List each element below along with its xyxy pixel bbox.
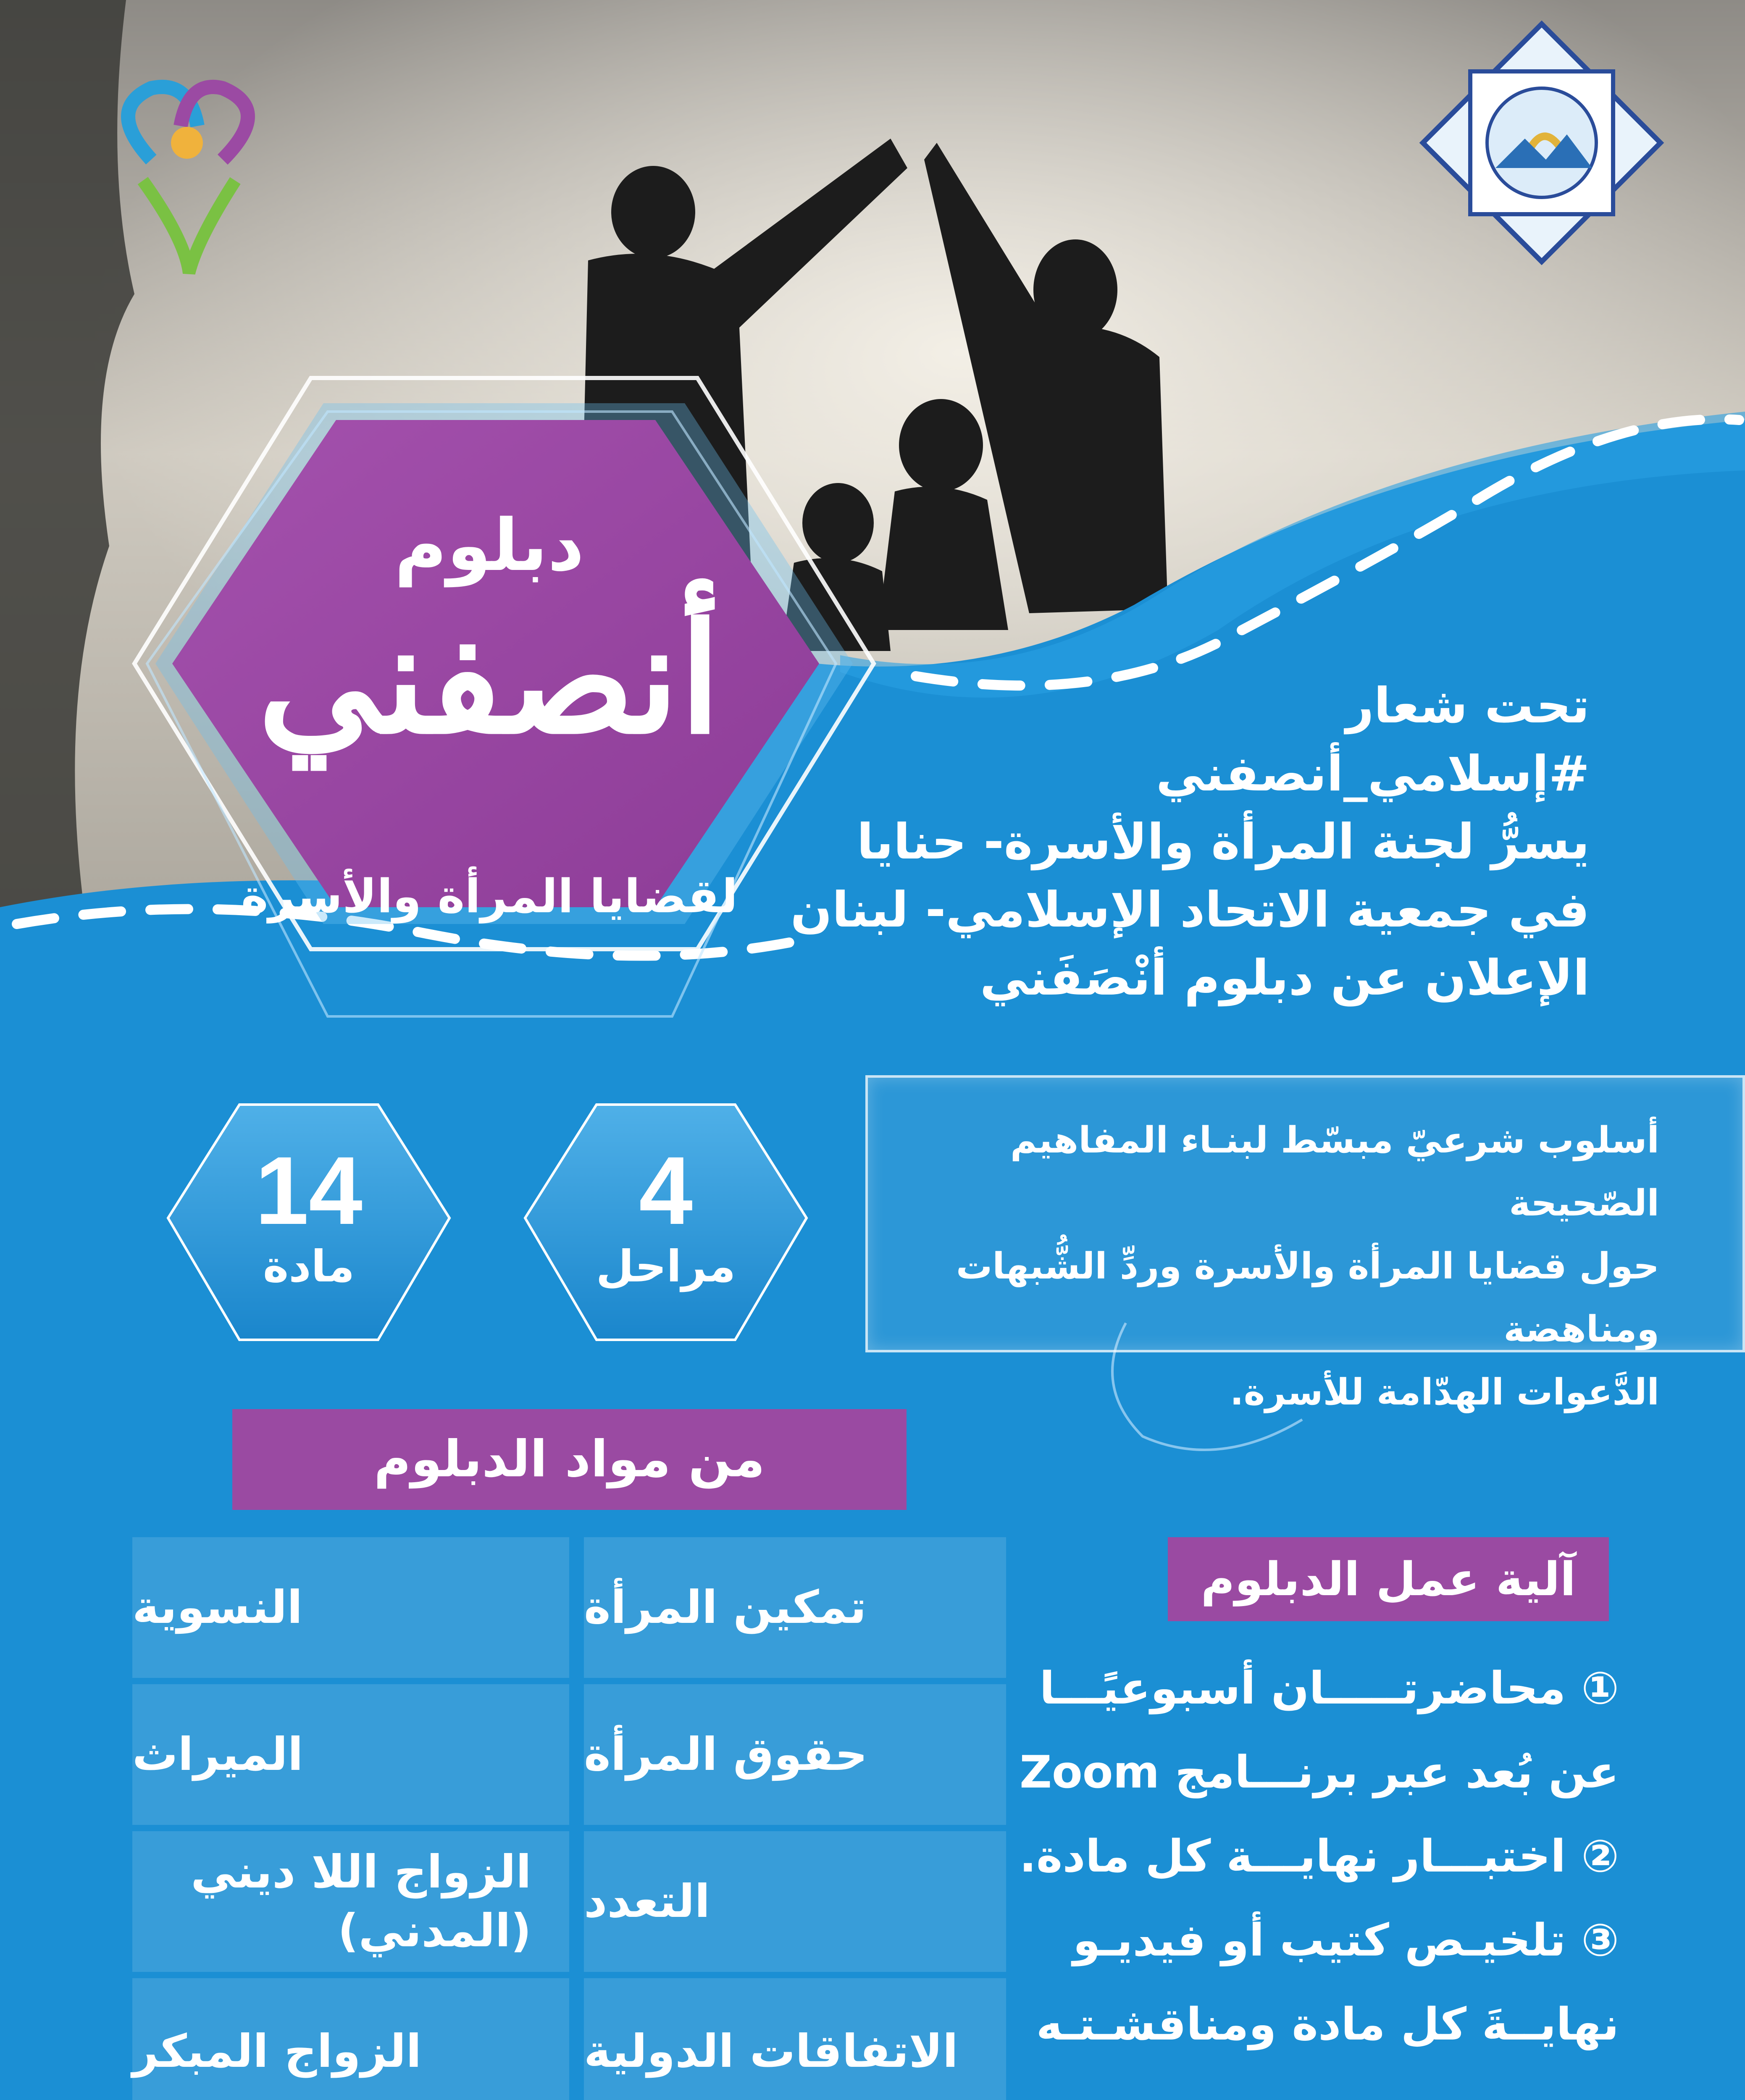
intro-line: يسرُّ لجنة المرأة والأسرة- حنايا [857,814,1590,870]
subjects-heading: من مواد الدبلوم [232,1409,907,1510]
intro-line: الإعلان عن دبلوم أنْصَفَني [980,950,1590,1006]
hashtag-line: #إسلامي_أنصفني [1156,746,1590,802]
subjects-number: 14 [255,1137,363,1244]
mechanism-item: ③ تلخيـص كتيب أو فيديـو [1073,1914,1619,1966]
mechanism-list [989,1646,1619,2066]
intro-line: تحت شعار [1346,677,1590,734]
stages-stat [540,1137,792,1294]
subject-cell: الاتفاقات الدولية [584,1978,1006,2100]
subjects-stat [183,1137,435,1294]
mechanism-item: ① محاضرتـــــان أسبوعيًـــا [1039,1662,1619,1714]
intro-announcement [665,672,1590,1012]
subject-cell: النسوية [132,1537,569,1678]
subject-cell: تمكين المرأة [584,1537,1006,1678]
diploma-subtitle: لقضايا المرأة والأسرة [241,869,738,923]
subject-cell: حقوق المرأة [584,1684,1006,1825]
method-line: الدَّعوات الهدّامة للأسرة. [1230,1371,1659,1413]
subjects-grid [132,1537,1006,2100]
stages-label: مراحل [596,1241,736,1292]
method-line: أسلوب شرعيّ مبسّط لبنـاء المفاهيم الصّحيحة [1010,1119,1659,1224]
mechanism-heading: آلية عمل الدبلوم [1168,1537,1609,1621]
subject-cell: الزواج اللا ديني (المدني) [132,1831,569,1972]
subject-cell: الزواج المبكر [132,1978,569,2100]
mechanism-item: نهايــةَ كل مادة ومناقشـتـه [1036,1998,1619,2050]
method-description [895,1109,1659,1424]
subject-cell: التعدد [584,1831,1006,1972]
subject-cell: الميراث [132,1684,569,1825]
stages-number: 4 [639,1137,693,1244]
diploma-label: دبلوم [394,504,584,587]
subjects-count-label: مادة [263,1241,355,1292]
mechanism-item: عن بُعد عبر برنـــامج Zoom [1020,1746,1619,1798]
mechanism-item: ② اختبـــار نهايـــة كل مادة. [1019,1830,1619,1882]
method-line: حول قضايا المرأة والأسرة وردِّ الشُّبهات ومناهضة [956,1245,1659,1350]
intro-line: في جمعية الاتحاد الإسلامي- لبنان [790,882,1590,938]
diploma-name: أنصفني [258,590,721,767]
